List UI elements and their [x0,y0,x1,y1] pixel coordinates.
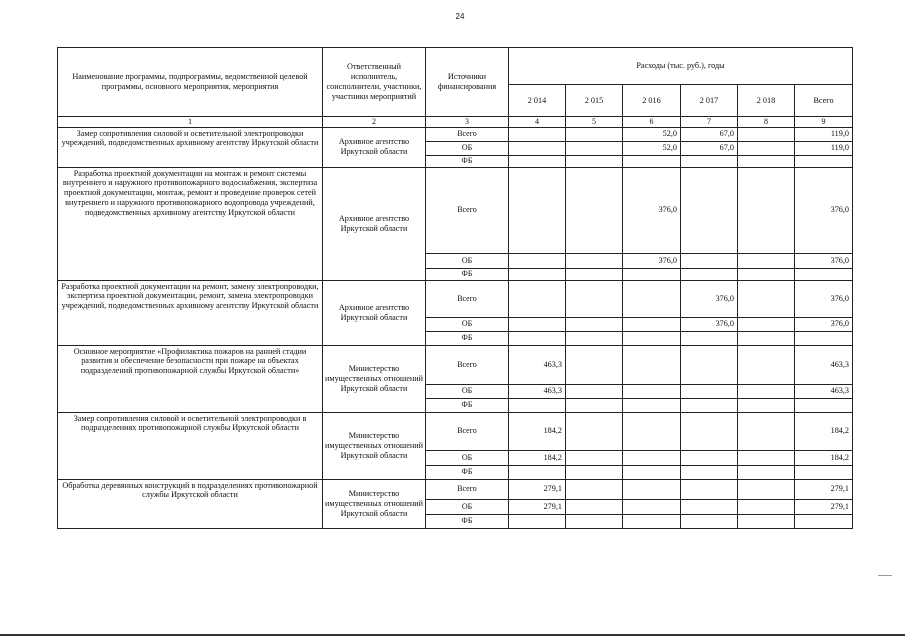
scan-edge-line [0,634,905,636]
amount-cell [566,465,623,479]
amount-cell [566,499,623,514]
funding-source: Всего [426,127,509,141]
amount-cell [681,465,738,479]
table-row [58,479,853,499]
amount-cell: 376,0 [623,253,681,268]
funding-source: Всего [426,345,509,384]
amount-cell [738,167,795,253]
amount-cell: 463,3 [509,384,566,398]
amount-cell [623,268,681,280]
column-number: 9 [795,117,853,128]
amount-cell [566,450,623,465]
amount-cell [566,345,623,384]
amount-total [795,465,853,479]
responsible-executor: Архивное агентство Иркутской области [323,280,426,345]
amount-cell [509,465,566,479]
amount-cell [566,253,623,268]
amount-cell [738,317,795,331]
responsible-executor: Министерство имущественных отношений Иркутской области [323,412,426,479]
amount-cell: 279,1 [509,499,566,514]
funding-source: ОБ [426,317,509,331]
table-body [58,127,853,528]
amount-cell [623,331,681,345]
amount-cell [738,479,795,499]
responsible-executor: Министерство имущественных отношений Иркутской области [323,345,426,412]
page-number: 24 [455,12,465,21]
amount-cell [681,412,738,450]
amount-total [795,398,853,412]
header-year: 2 014 [509,85,566,117]
amount-cell: 184,2 [509,412,566,450]
amount-cell [509,331,566,345]
amount-cell [566,141,623,155]
amount-cell: 67,0 [681,127,738,141]
amount-cell [623,384,681,398]
amount-cell [681,398,738,412]
amount-cell [681,499,738,514]
amount-cell [681,331,738,345]
column-number: 7 [681,117,738,128]
amount-cell [566,268,623,280]
funding-source: Всего [426,280,509,317]
amount-total: 119,0 [795,141,853,155]
responsible-executor: Архивное агентство Иркутской области [323,127,426,167]
amount-cell [738,331,795,345]
amount-total: 184,2 [795,412,853,450]
column-number: 8 [738,117,795,128]
amount-cell [566,167,623,253]
amount-cell [623,345,681,384]
amount-cell: 376,0 [623,167,681,253]
table-row [58,345,853,384]
amount-cell [738,514,795,528]
amount-cell [623,317,681,331]
funding-source: ФБ [426,331,509,345]
amount-cell: 376,0 [681,280,738,317]
amount-cell [738,345,795,384]
activity-name: Замер сопротивления силовой и осветительной электропроводки учреждений, подведомственных архивному агентству Иркутской области [58,127,323,167]
amount-cell [566,412,623,450]
amount-cell: 67,0 [681,141,738,155]
amount-cell [509,398,566,412]
column-number: 6 [623,117,681,128]
funding-source: Всего [426,479,509,499]
amount-total: 463,3 [795,345,853,384]
amount-cell [566,317,623,331]
amount-cell [738,155,795,167]
amount-cell [681,345,738,384]
amount-cell [509,317,566,331]
amount-cell [738,412,795,450]
amount-total: 463,3 [795,384,853,398]
amount-total [795,268,853,280]
amount-cell [623,499,681,514]
funding-source: ФБ [426,268,509,280]
amount-cell [566,479,623,499]
amount-cell [566,331,623,345]
header-year-total: Всего [795,85,853,117]
amount-cell [738,465,795,479]
amount-cell [566,398,623,412]
amount-cell [509,514,566,528]
amount-total: 279,1 [795,479,853,499]
header-year: 2 018 [738,85,795,117]
amount-total: 119,0 [795,127,853,141]
amount-total: 376,0 [795,280,853,317]
budget-table [57,47,853,529]
amount-cell [681,155,738,167]
amount-cell [566,127,623,141]
amount-cell [566,384,623,398]
amount-cell: 52,0 [623,141,681,155]
amount-cell [681,384,738,398]
amount-cell [623,412,681,450]
activity-name: Основное мероприятие «Профилактика пожаров на ранней стадии развития и обеспечение безопасности при пожаре на объектах подразделений противопожарной службы Иркутской области» [58,345,323,412]
activity-name: Разработка проектной документации на ремонт, замену электропроводки, экспертиза проектной документации, ремонт, замена электропроводки учреждений, подведомственных архивному агентству Иркутской области [58,280,323,345]
amount-total: 376,0 [795,253,853,268]
amount-total: 184,2 [795,450,853,465]
amount-cell: 376,0 [681,317,738,331]
amount-cell [623,155,681,167]
amount-cell [738,253,795,268]
margin-mark [878,575,892,576]
amount-cell [681,253,738,268]
header-year: 2 016 [623,85,681,117]
amount-cell [623,398,681,412]
funding-source: ФБ [426,155,509,167]
amount-cell [738,127,795,141]
funding-source: ОБ [426,499,509,514]
activity-name: Разработка проектной документации на монтаж и ремонт системы внутреннего и наружного противопожарного водоснабжения, экспертиза проектной документации, монтаж, ремонт и проведение проверок сетей внутреннего и наружного противопожарного водопровода учреждений, подведомственных архивному агентству Иркутской области [58,167,323,280]
amount-cell [623,450,681,465]
responsible-executor: Архивное агентство Иркутской области [323,167,426,280]
amount-cell [623,514,681,528]
header-year: 2 017 [681,85,738,117]
funding-source: ОБ [426,384,509,398]
amount-cell [738,141,795,155]
amount-cell [509,253,566,268]
amount-cell [681,167,738,253]
amount-cell [509,127,566,141]
header-executor: Ответственный исполнитель, соисполнители, участники, участники мероприятий [323,48,426,117]
funding-source: ФБ [426,398,509,412]
amount-total [795,155,853,167]
funding-source: ФБ [426,514,509,528]
table-row [58,412,853,450]
amount-cell [623,465,681,479]
amount-cell: 52,0 [623,127,681,141]
funding-source: ОБ [426,141,509,155]
amount-cell [738,280,795,317]
amount-cell [509,268,566,280]
header-name: Наименование программы, подпрограммы, ведомственной целевой программы, основного мероприятия, мероприятия [58,48,323,117]
amount-cell: 279,1 [509,479,566,499]
amount-cell [623,280,681,317]
column-number: 5 [566,117,623,128]
funding-source: Всего [426,167,509,253]
table-header [58,48,853,128]
amount-cell: 184,2 [509,450,566,465]
funding-source: ОБ [426,253,509,268]
amount-cell [566,155,623,167]
column-number: 3 [426,117,509,128]
funding-source: ФБ [426,465,509,479]
header-source: Источники финансирования [426,48,509,117]
activity-name: Замер сопротивления силовой и осветительной электропроводки в подразделениях противопожарной службы Иркутской области [58,412,323,479]
amount-cell [681,514,738,528]
amount-cell [738,450,795,465]
amount-cell [681,268,738,280]
amount-cell [509,141,566,155]
header-year: 2 015 [566,85,623,117]
funding-source: ОБ [426,450,509,465]
amount-cell: 463,3 [509,345,566,384]
amount-cell [738,499,795,514]
responsible-executor: Министерство имущественных отношений Иркутской области [323,479,426,528]
activity-name: Обработка деревянных конструкций в подразделениях противопожарной службы Иркутской области [58,479,323,528]
amount-cell [509,155,566,167]
amount-total: 376,0 [795,317,853,331]
table-row [58,167,853,253]
header-expenses: Расходы (тыс. руб.), годы [509,48,853,85]
amount-cell [681,450,738,465]
column-number-row [58,117,853,128]
column-number: 2 [323,117,426,128]
table-row [58,127,853,141]
column-number: 4 [509,117,566,128]
amount-cell [566,280,623,317]
amount-cell [681,479,738,499]
amount-total: 279,1 [795,499,853,514]
column-number: 1 [58,117,323,128]
amount-cell [738,268,795,280]
funding-source: Всего [426,412,509,450]
amount-cell [509,280,566,317]
amount-cell [738,384,795,398]
table-row [58,280,853,317]
amount-cell [738,398,795,412]
amount-cell [566,514,623,528]
amount-cell [623,479,681,499]
amount-cell [509,167,566,253]
amount-total: 376,0 [795,167,853,253]
amount-total [795,514,853,528]
amount-total [795,331,853,345]
